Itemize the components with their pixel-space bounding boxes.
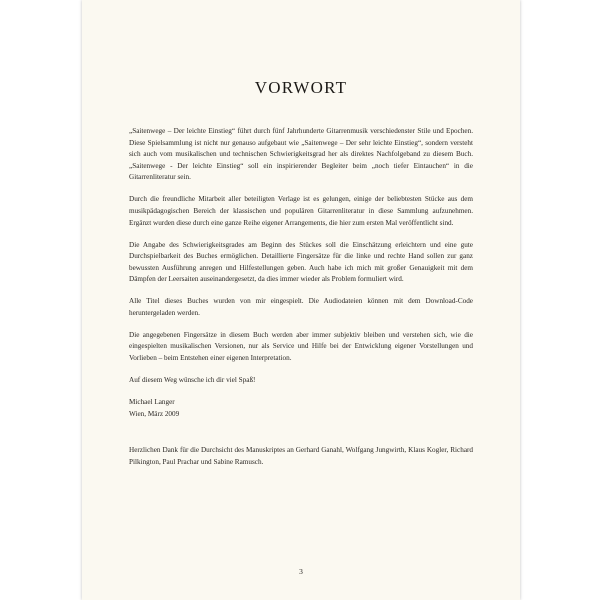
paragraph-thanks: Herzlichen Dank für die Durchsicht des Manuskriptes an Gerhard Ganahl, Wolfgang Jungwirth, Klaus Kogler, Richard Pilkington, Paul Prachar und Sabine Ramusch. (129, 446, 473, 466)
page-number: 3 (299, 567, 303, 576)
page-title: VORWORT (254, 78, 348, 97)
paragraph-intro: „Saitenwege – Der leichte Einstieg“ führt durch fünf Jahrhunderte Gitarrenmusik verschiedenster Stile und Epochen. Diese Spielsammlung ist nicht nur genauso aufgebaut wie „Saitenwege – Der sehr leichte Einstieg“, sondern versteht sich auch vom musikalischen und technischen Schwierigkeitsgrad her als direktes Nachfolgeband zu diesem Buch. „Saitenwege - Der leichte Einstieg“ soll ein inspirierender Begleiter beim „noch tiefer Eintauchen“ in die Gitarrenliteratur sein. (129, 127, 473, 182)
document-page (82, 0, 520, 600)
paragraph-audio: Alle Titel dieses Buches wurden von mir eingespielt. Die Audiodateien können mit dem Download-Code heruntergeladen werden. (129, 297, 473, 317)
paragraph-difficulty: Die Angabe des Schwierigkeitsgrades am Beginn des Stückes soll die Einschätzung erleichtern und eine gute Durchspielbarkeit des Buches ermöglichen. Detaillierte Fingersätze für die linke und rechte Hand sollen zur ganz bewussten Ausführung anregen und Hilfestellungen geben. Auch habe ich mich mit großer Genauigkeit mit dem Dämpfen der Leersaiten auseinandergesetzt, da dies immer wieder als Problem formuliert wird. (129, 240, 473, 284)
signature-name: Michael Langer (129, 398, 175, 407)
preface-body (129, 126, 473, 479)
signature-place-date: Wien, März 2009 (129, 409, 180, 418)
signature-block (129, 397, 473, 420)
paragraph-fingering: Die angegebenen Fingersätze in diesem Buch werden aber immer subjektiv bleiben und verstehen sich, wie die eingespielten musikalischen Versionen, nur als Service und Hilfe bei der Entwicklung eigener Vorstellungen und Vorlieben – beim Entstehen einer eigenen Interpretation. (129, 330, 473, 363)
paragraph-closing: Auf diesem Weg wünsche ich dir viel Spaß! (129, 376, 256, 385)
paragraph-publishers: Durch die freundliche Mitarbeit aller beteiligten Verlage ist es gelungen, einige der beliebtesten Stücke aus dem musikpädagogischen Bereich der klassischen und populären Gitarrenliteratur in diese Sammlung aufzunehmen. Ergänzt wurden diese durch eine ganze Reihe eigener Arrangements, die hier zum ersten Mal veröffentlicht sind. (129, 195, 473, 227)
